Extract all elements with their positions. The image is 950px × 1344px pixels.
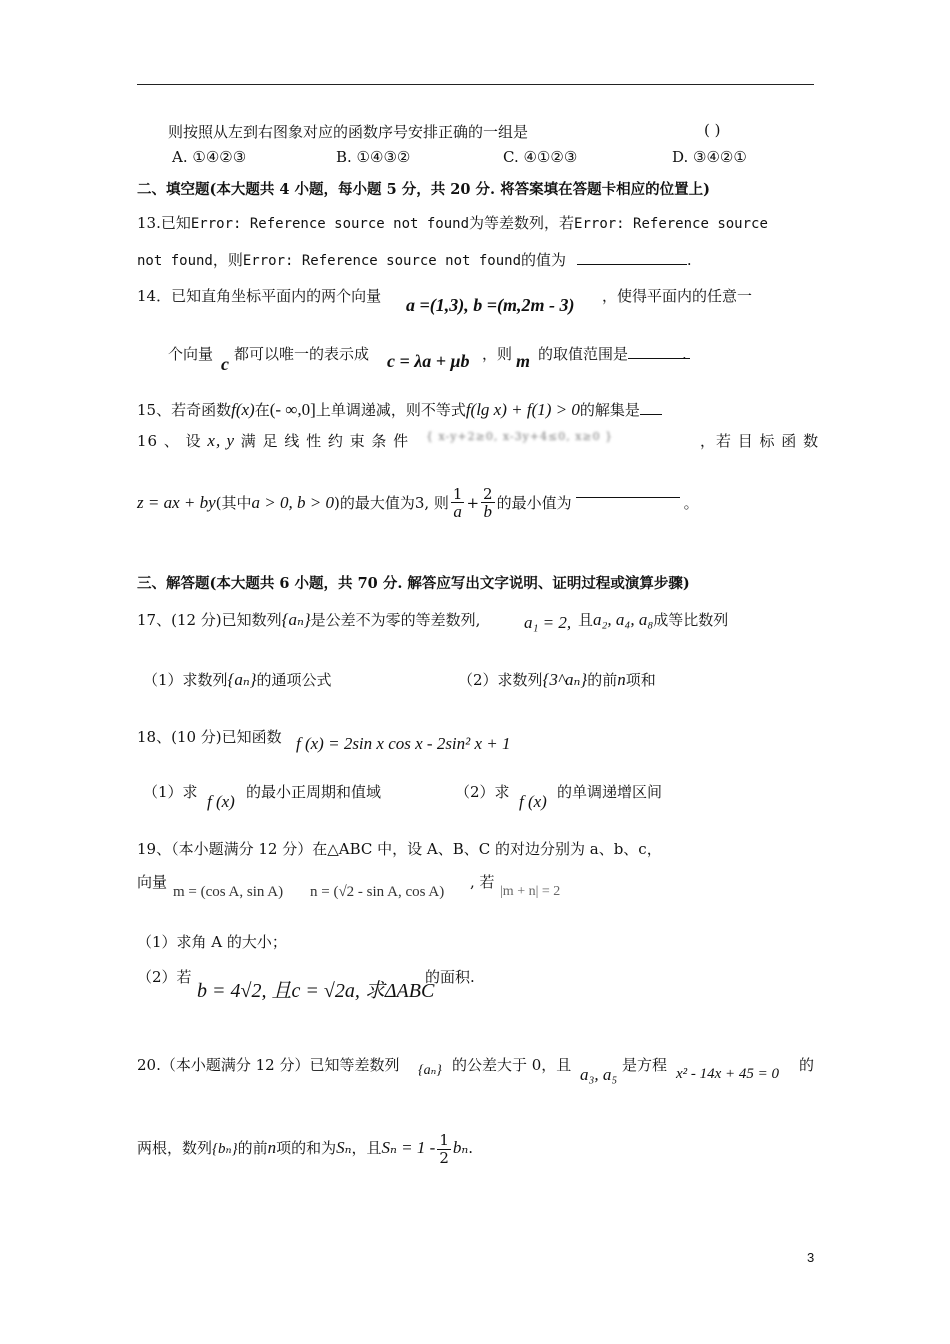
q20-terms: a₃, a₅ — [580, 1065, 618, 1084]
q17-line1: 17、(12 分)已知数列{aₙ}是公差不为零的等差数列, — [137, 610, 481, 629]
q15-fx: f(x) — [231, 400, 255, 419]
q19-vector-n: n = (√2 - sin A, cos A) — [310, 884, 445, 900]
q12-line — [168, 121, 528, 142]
q16-constraints: { x-y+2≥0, x-3y+4≤0, x≥0 } — [426, 430, 614, 443]
q13-error-ref-3: Error: Reference source not found — [242, 253, 522, 269]
q19-line2-label: 向量 — [137, 873, 168, 891]
q19-part2: （2）若 — [137, 968, 192, 986]
q16-line2: z = ax + by(其中a > 0, b > 0)的最大值为3, 则 $\frac{1}{a}$ + $\frac{2}{b}$ 的最小值为 。 — [137, 484, 699, 522]
q14-line2: 个向量 — [168, 345, 214, 363]
q20-line1: 20.（本小题满分 12 分）已知等差数列 — [137, 1056, 400, 1074]
q18-line1: 18、(10 分)已知函数 — [137, 728, 282, 746]
q20-l1d: 的 — [799, 1056, 815, 1074]
q19-part1: （1）求角 A 的大小； — [137, 933, 287, 951]
q19-l2b: , 若 — [470, 873, 495, 891]
q15-inequality: f(lg x) + f(1) > 0 — [465, 400, 580, 419]
q14-l2b: 都可以唯一的表示成 — [234, 345, 370, 363]
q16-fraction-1: $\frac{1}{a}$ — [452, 484, 463, 522]
page-number: 3 — [807, 1250, 815, 1265]
q14-l2d: 的取值范围是 . — [538, 343, 697, 364]
q16-fraction-2: $\frac{2}{b}$ — [483, 484, 493, 522]
q14-l2c: ，则 — [482, 345, 513, 363]
q12-option-b: B. ①④③② — [336, 148, 411, 166]
q13-error-ref-1: Error: Reference source not found — [190, 216, 470, 232]
q19-magnitude: |m + n| = 2 — [500, 884, 561, 899]
q17-terms: a₂, a₄, a₈ — [593, 610, 654, 629]
q19-part2-expression: b = 4√2, 且c = √2a, 求ΔABC — [197, 980, 435, 1002]
q18-part1-end: 的最小正周期和值域 — [246, 783, 382, 801]
q12-option-d: D. ③④②① — [672, 148, 747, 166]
q12-option-a: A. ①④②③ — [172, 148, 247, 166]
q20-line2: 两根，数列{bₙ}的前n项的和为Sₙ，且Sₙ = 1 - $\frac{1}{2}$ bₙ. — [137, 1131, 474, 1167]
q13-error-ref-2: Error: Reference source — [574, 216, 768, 232]
section2-heading: 二、填空题(本大题共 4 小题，每小题 5 分，共 20 分. 将答案填在答题卡相应的位置上) — [137, 181, 710, 198]
section3-heading: 三、解答题(本大题共 6 小题，共 70 分. 解答应写出文字说明、证明过程或演算步骤) — [137, 575, 690, 592]
q17-cond: a₁ = 2, — [524, 613, 572, 632]
q17-part1: （1）求数列{aₙ}的通项公式 — [143, 670, 332, 689]
q16-objective: z = ax + by — [137, 493, 216, 512]
q13-answer-blank — [577, 264, 687, 265]
q14-expression: c = λa + μb — [387, 351, 470, 371]
q13-line2: not found，则Error: Reference source not found的值为 . — [137, 251, 692, 269]
q18-part2: （2）求 — [455, 783, 510, 801]
q12-option-c: C. ④①②③ — [503, 148, 578, 166]
q17-part2: （2）求数列{3^aₙ}的前n项和 — [458, 670, 656, 689]
q16-xy: x, y — [207, 431, 235, 450]
q14-c: c — [221, 354, 229, 374]
q19-line1: 19、（本小题满分 12 分）在△ABC 中，设 A、B、C 的对边分别为 a、b、c， — [137, 840, 662, 858]
q17-seq: {aₙ} — [281, 610, 311, 629]
q20-fraction: $\frac{1}{2}$ — [439, 1131, 449, 1167]
q14-answer-blank — [628, 358, 690, 359]
q18-fx-2: f (x) — [519, 792, 547, 811]
q15-interval: (- ∞,0] — [269, 400, 316, 419]
q12-paren: ( ) — [704, 121, 721, 139]
q18-part2-end: 的单调递增区间 — [557, 783, 663, 801]
q14-vectors: a =(1,3), b =(m,2m - 3) — [406, 295, 575, 315]
q20-seq: {aₙ} — [418, 1063, 442, 1078]
q19-vector-m: m = (cos A, sin A) — [173, 884, 284, 900]
q16-line1-end: ，若 目 标 函 数 — [700, 432, 820, 450]
q19-part2-end: 的面积. — [425, 968, 475, 986]
q16-answer-blank — [576, 497, 680, 498]
q15-answer-blank — [640, 414, 662, 415]
q12-text: 则按照从左到右图象对应的函数序号安排正确的一组是 — [168, 123, 529, 141]
q15-line: 15、若奇函数f(x)在(- ∞,0]上单调递减，则不等式f(lg x) + f(1) > 0的解集是 — [137, 399, 662, 420]
q13-line1: 13.已知Error: Reference source not found为等差数列，若Error: Reference source — [137, 214, 768, 232]
q14-line1-end: ，使得平面内的任意一 — [602, 287, 753, 305]
q18-fx-1: f (x) — [207, 792, 235, 811]
q14-line1: 14．已知直角坐标平面内的两个向量 — [137, 287, 382, 305]
q14-m: m — [516, 351, 531, 371]
q20-equation: x² - 14x + 45 = 0 — [676, 1066, 780, 1082]
q18-function: f (x) = 2sin x cos x - 2sin² x + 1 — [296, 734, 511, 753]
q20-l1b: 的公差大于 0，且 — [452, 1056, 572, 1074]
q20-sn-expression: Sₙ = 1 - — [381, 1138, 436, 1157]
header-rule — [137, 84, 814, 85]
q18-part1: （1）求 — [143, 783, 198, 801]
q17-line1-end: 且a₂, a₄, a₈成等比数列 — [578, 610, 729, 629]
q16-line1: 16 、 设 x, y 满 足 线 性 约 束 条 件 — [137, 431, 410, 450]
q20-l1c: 是方程 — [622, 1056, 668, 1074]
